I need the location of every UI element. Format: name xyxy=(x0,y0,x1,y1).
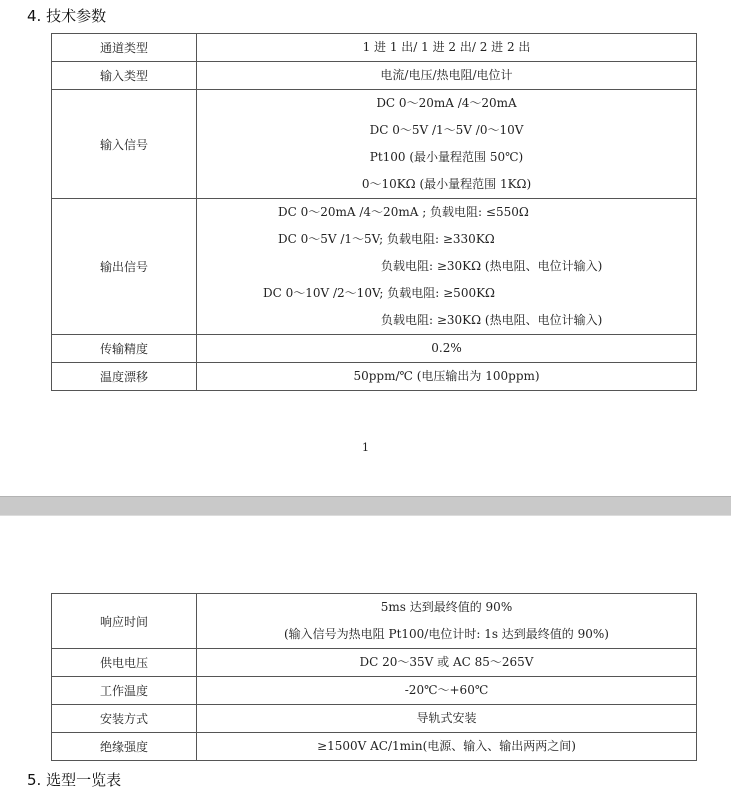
row-value-input-signal xyxy=(197,90,697,199)
value-line: 电流/电压/热电阻/电位计 xyxy=(380,68,513,82)
value-line: DC 0～20mA /4～20mA xyxy=(376,96,517,110)
value-line: DC 0～5V /1～5V; 负载电阻: ≥330KΩ xyxy=(278,232,495,246)
value-line: Pt100 (最小量程范围 50℃) xyxy=(369,150,524,164)
row-label-mounting: 安装方式 xyxy=(52,705,197,733)
row-value-operating-temp xyxy=(197,677,697,705)
table-row xyxy=(52,34,697,62)
tech-params-table-continued xyxy=(51,593,697,761)
section-5-title: 5. 选型一览表 xyxy=(27,771,122,789)
row-label-supply-voltage: 供电电压 xyxy=(52,649,197,677)
row-value-temp-drift xyxy=(197,363,697,391)
row-label-response-time: 响应时间 xyxy=(52,594,197,649)
table-row xyxy=(52,705,697,733)
value-line: DC 0～20mA /4～20mA ; 负载电阻: ≤550Ω xyxy=(278,205,529,219)
value-line: 1 进 1 出/ 1 进 2 出/ 2 进 2 出 xyxy=(362,40,531,54)
value-line: 负载电阻: ≥30KΩ (热电阻、电位计输入) xyxy=(381,313,603,327)
value-line: 导轨式安装 xyxy=(416,711,477,725)
row-label-input-signal: 输入信号 xyxy=(52,90,197,199)
row-value-accuracy xyxy=(197,335,697,363)
table-row xyxy=(52,62,697,90)
row-value-input-type xyxy=(197,62,697,90)
row-label-operating-temp: 工作温度 xyxy=(52,677,197,705)
table-row xyxy=(52,199,697,335)
row-value-output-signal xyxy=(197,199,697,335)
tech-params-table xyxy=(51,33,697,391)
value-line: -20℃～+60℃ xyxy=(404,683,489,697)
value-line: ≥1500V AC/1min(电源、输入、输出两两之间) xyxy=(317,739,576,753)
row-value-channel-type xyxy=(197,34,697,62)
value-line: DC 20～35V 或 AC 85～265V xyxy=(359,655,534,669)
value-line: DC 0～10V /2～10V; 负载电阻: ≥500KΩ xyxy=(263,286,495,300)
value-line: 负载电阻: ≥30KΩ (热电阻、电位计输入) xyxy=(381,259,603,273)
row-label-accuracy: 传输精度 xyxy=(52,335,197,363)
value-line: 50ppm/℃ (电压输出为 100ppm) xyxy=(353,369,540,383)
table-row xyxy=(52,733,697,761)
value-line: (输入信号为热电阻 Pt100/电位计时: 1s 达到最终值的 90%) xyxy=(284,627,609,641)
row-value-insulation xyxy=(197,733,697,761)
row-label-channel-type: 通道类型 xyxy=(52,34,197,62)
row-value-response-time xyxy=(197,594,697,649)
row-label-input-type: 输入类型 xyxy=(52,62,197,90)
table-row xyxy=(52,677,697,705)
table-row xyxy=(52,90,697,199)
table-row xyxy=(52,335,697,363)
table-row xyxy=(52,649,697,677)
value-line: DC 0～5V /1～5V /0～10V xyxy=(369,123,524,137)
value-line: 0.2% xyxy=(431,341,462,355)
page-number: 1 xyxy=(362,441,369,454)
page-separator xyxy=(0,496,731,516)
value-line: 5ms 达到最终值的 90% xyxy=(380,600,513,614)
row-label-output-signal: 输出信号 xyxy=(52,199,197,335)
row-value-supply-voltage xyxy=(197,649,697,677)
row-label-temp-drift: 温度漂移 xyxy=(52,363,197,391)
value-line: 0～10KΩ (最小量程范围 1KΩ) xyxy=(361,177,532,191)
section-4-title: 4. 技术参数 xyxy=(27,7,107,25)
row-value-mounting xyxy=(197,705,697,733)
table-row xyxy=(52,363,697,391)
row-label-insulation: 绝缘强度 xyxy=(52,733,197,761)
table-row xyxy=(52,594,697,649)
